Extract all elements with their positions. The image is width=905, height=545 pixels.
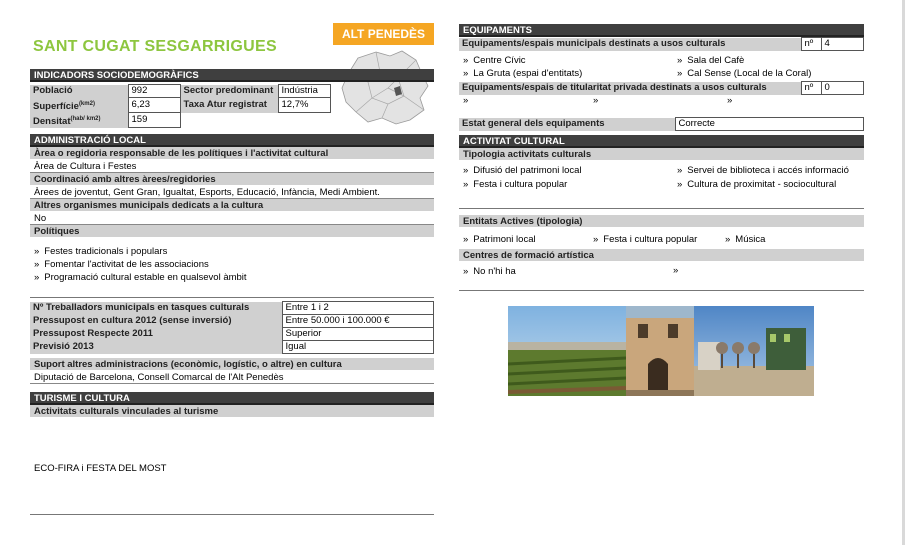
area-label: Àrea o regidoria responsable de les polítiques i l'activitat cultural xyxy=(30,147,434,160)
respecte-label: Pressupost Respecte 2011 xyxy=(30,328,282,341)
turisme-value: ECO-FIRA i FESTA DEL MOST xyxy=(34,463,167,474)
privats-label: Equipaments/espais de titularitat privada destinats a usos culturals xyxy=(459,82,801,95)
poblacio-label: Població xyxy=(30,85,128,98)
altres-value: No xyxy=(30,212,434,225)
equipaments-header: EQUIPAMENTS xyxy=(459,24,864,37)
coord-value: Àrees de joventut, Gent Gran, Igualtat, Esports, Educació, Infància, Medi Ambient. xyxy=(30,186,434,199)
administracio-header: ADMINISTRACIÓ LOCAL xyxy=(30,134,434,147)
region-map-shape xyxy=(342,51,428,124)
turisme-label: Activitats culturals vinculades al turisme xyxy=(30,405,434,418)
church-photo xyxy=(626,306,694,396)
activitat-header: ACTIVITAT CULTURAL xyxy=(459,135,864,148)
municipals-count: 4 xyxy=(821,38,864,51)
region-badge: ALT PENEDÈS xyxy=(333,23,434,45)
sector-value: Indústria xyxy=(278,85,330,98)
estat-label: Estat general dels equipaments xyxy=(459,118,675,131)
atur-label: Taxa Atur registrat xyxy=(180,98,278,113)
vineyard-photo xyxy=(508,306,626,396)
bullet: » xyxy=(673,265,679,276)
list-item: » Sala del Cafè xyxy=(677,55,745,66)
bullet: » xyxy=(727,95,733,106)
respecte-value: Superior xyxy=(282,328,434,341)
treballadors-value: Entre 1 i 2 xyxy=(282,302,434,315)
bullet: » xyxy=(463,95,469,106)
municipals-label: Equipaments/espais municipals destinats a usos culturals xyxy=(459,38,801,51)
entitats-list xyxy=(459,233,864,246)
list-item: » Servei de biblioteca i accés informació xyxy=(677,165,849,176)
list-item: » Cal Sense (Local de la Coral) xyxy=(677,68,812,79)
municipals-no-label: nº xyxy=(801,38,821,51)
centres-label: Centres de formació artística xyxy=(459,249,864,262)
previsio-label: Previsió 2013 xyxy=(30,341,282,354)
square-photo xyxy=(694,306,814,396)
bullet: » xyxy=(593,95,599,106)
page-title: SANT CUGAT SESGARRIGUES xyxy=(33,38,277,55)
centres-list xyxy=(459,265,864,278)
coord-label: Coordinació amb altres àrees/regidories xyxy=(30,173,434,186)
photo-collage xyxy=(508,306,814,396)
previsio-value: Igual xyxy=(282,341,434,354)
list-item: » Patrimoni local xyxy=(463,234,536,245)
list-item: » Festa i cultura popular xyxy=(463,179,568,190)
administracio-section xyxy=(30,134,434,284)
indicadors-header: INDICADORS SOCIODEMOGRÀFICS xyxy=(30,69,434,82)
suport-section xyxy=(30,358,434,384)
suport-label: Suport altres administracions (econòmic, logístic, o altre) en cultura xyxy=(30,358,434,371)
politiques-label: Polítiques xyxy=(30,225,434,238)
densitat-label: Densitat$^{(hab/ km2)}$ xyxy=(30,113,128,128)
list-item: » Difusió del patrimoni local xyxy=(463,165,582,176)
entitats-label: Entitats Actives (tipologia) xyxy=(459,215,864,228)
tipologia-label: Tipologia activitats culturals xyxy=(459,148,864,161)
superficie-value: 6,23 xyxy=(128,98,180,113)
privats-table xyxy=(459,81,864,95)
list-item: » No n'hi ha xyxy=(463,266,516,277)
recursos-table xyxy=(30,301,434,354)
list-item: » La Gruta (espai d'entitats) xyxy=(463,68,583,79)
privats-empty-list xyxy=(459,95,864,108)
pressupost-label: Pressupost en cultura 2012 (sense inversió) xyxy=(30,315,282,328)
turisme-section xyxy=(30,392,434,418)
estat-value: Correcte xyxy=(675,118,864,131)
equipaments-section xyxy=(459,24,864,51)
pressupost-value: Entre 50.000 i 100.000 € xyxy=(282,315,434,328)
atur-value: 12,7% xyxy=(278,98,330,113)
turisme-header: TURISME I CULTURA xyxy=(30,392,434,405)
list-item: » Cultura de proximitat - sociocultural xyxy=(677,179,837,190)
list-item: » Centre Cívic xyxy=(463,55,526,66)
list-item: » Fomentar l'activitat de les associacions xyxy=(34,259,209,270)
activitat-section xyxy=(459,135,864,161)
list-item: » Festes tradicionals i populars xyxy=(34,246,168,257)
treballadors-label: Nº Treballadors municipals en tasques culturals xyxy=(30,302,282,315)
suport-value: Diputació de Barcelona, Consell Comarcal de l'Alt Penedès xyxy=(30,371,434,384)
indicadors-table xyxy=(30,84,331,128)
list-item: » Música xyxy=(725,234,766,245)
superficie-label: Superfície$^{(km2)}$ xyxy=(30,98,128,113)
privats-count: 0 xyxy=(821,82,864,95)
poblacio-value: 992 xyxy=(128,85,180,98)
sector-label: Sector predominant xyxy=(180,85,278,98)
area-value: Àrea de Cultura i Festes xyxy=(30,160,434,173)
region-map-image xyxy=(338,48,432,128)
privats-no-label: nº xyxy=(801,82,821,95)
list-item: » Festa i cultura popular xyxy=(593,234,698,245)
estat-table xyxy=(459,117,864,131)
list-item: » Programació cultural estable en qualsevol àmbit xyxy=(34,272,247,283)
densitat-value: 159 xyxy=(128,113,180,128)
altres-label: Altres organismes municipals dedicats a la cultura xyxy=(30,199,434,212)
